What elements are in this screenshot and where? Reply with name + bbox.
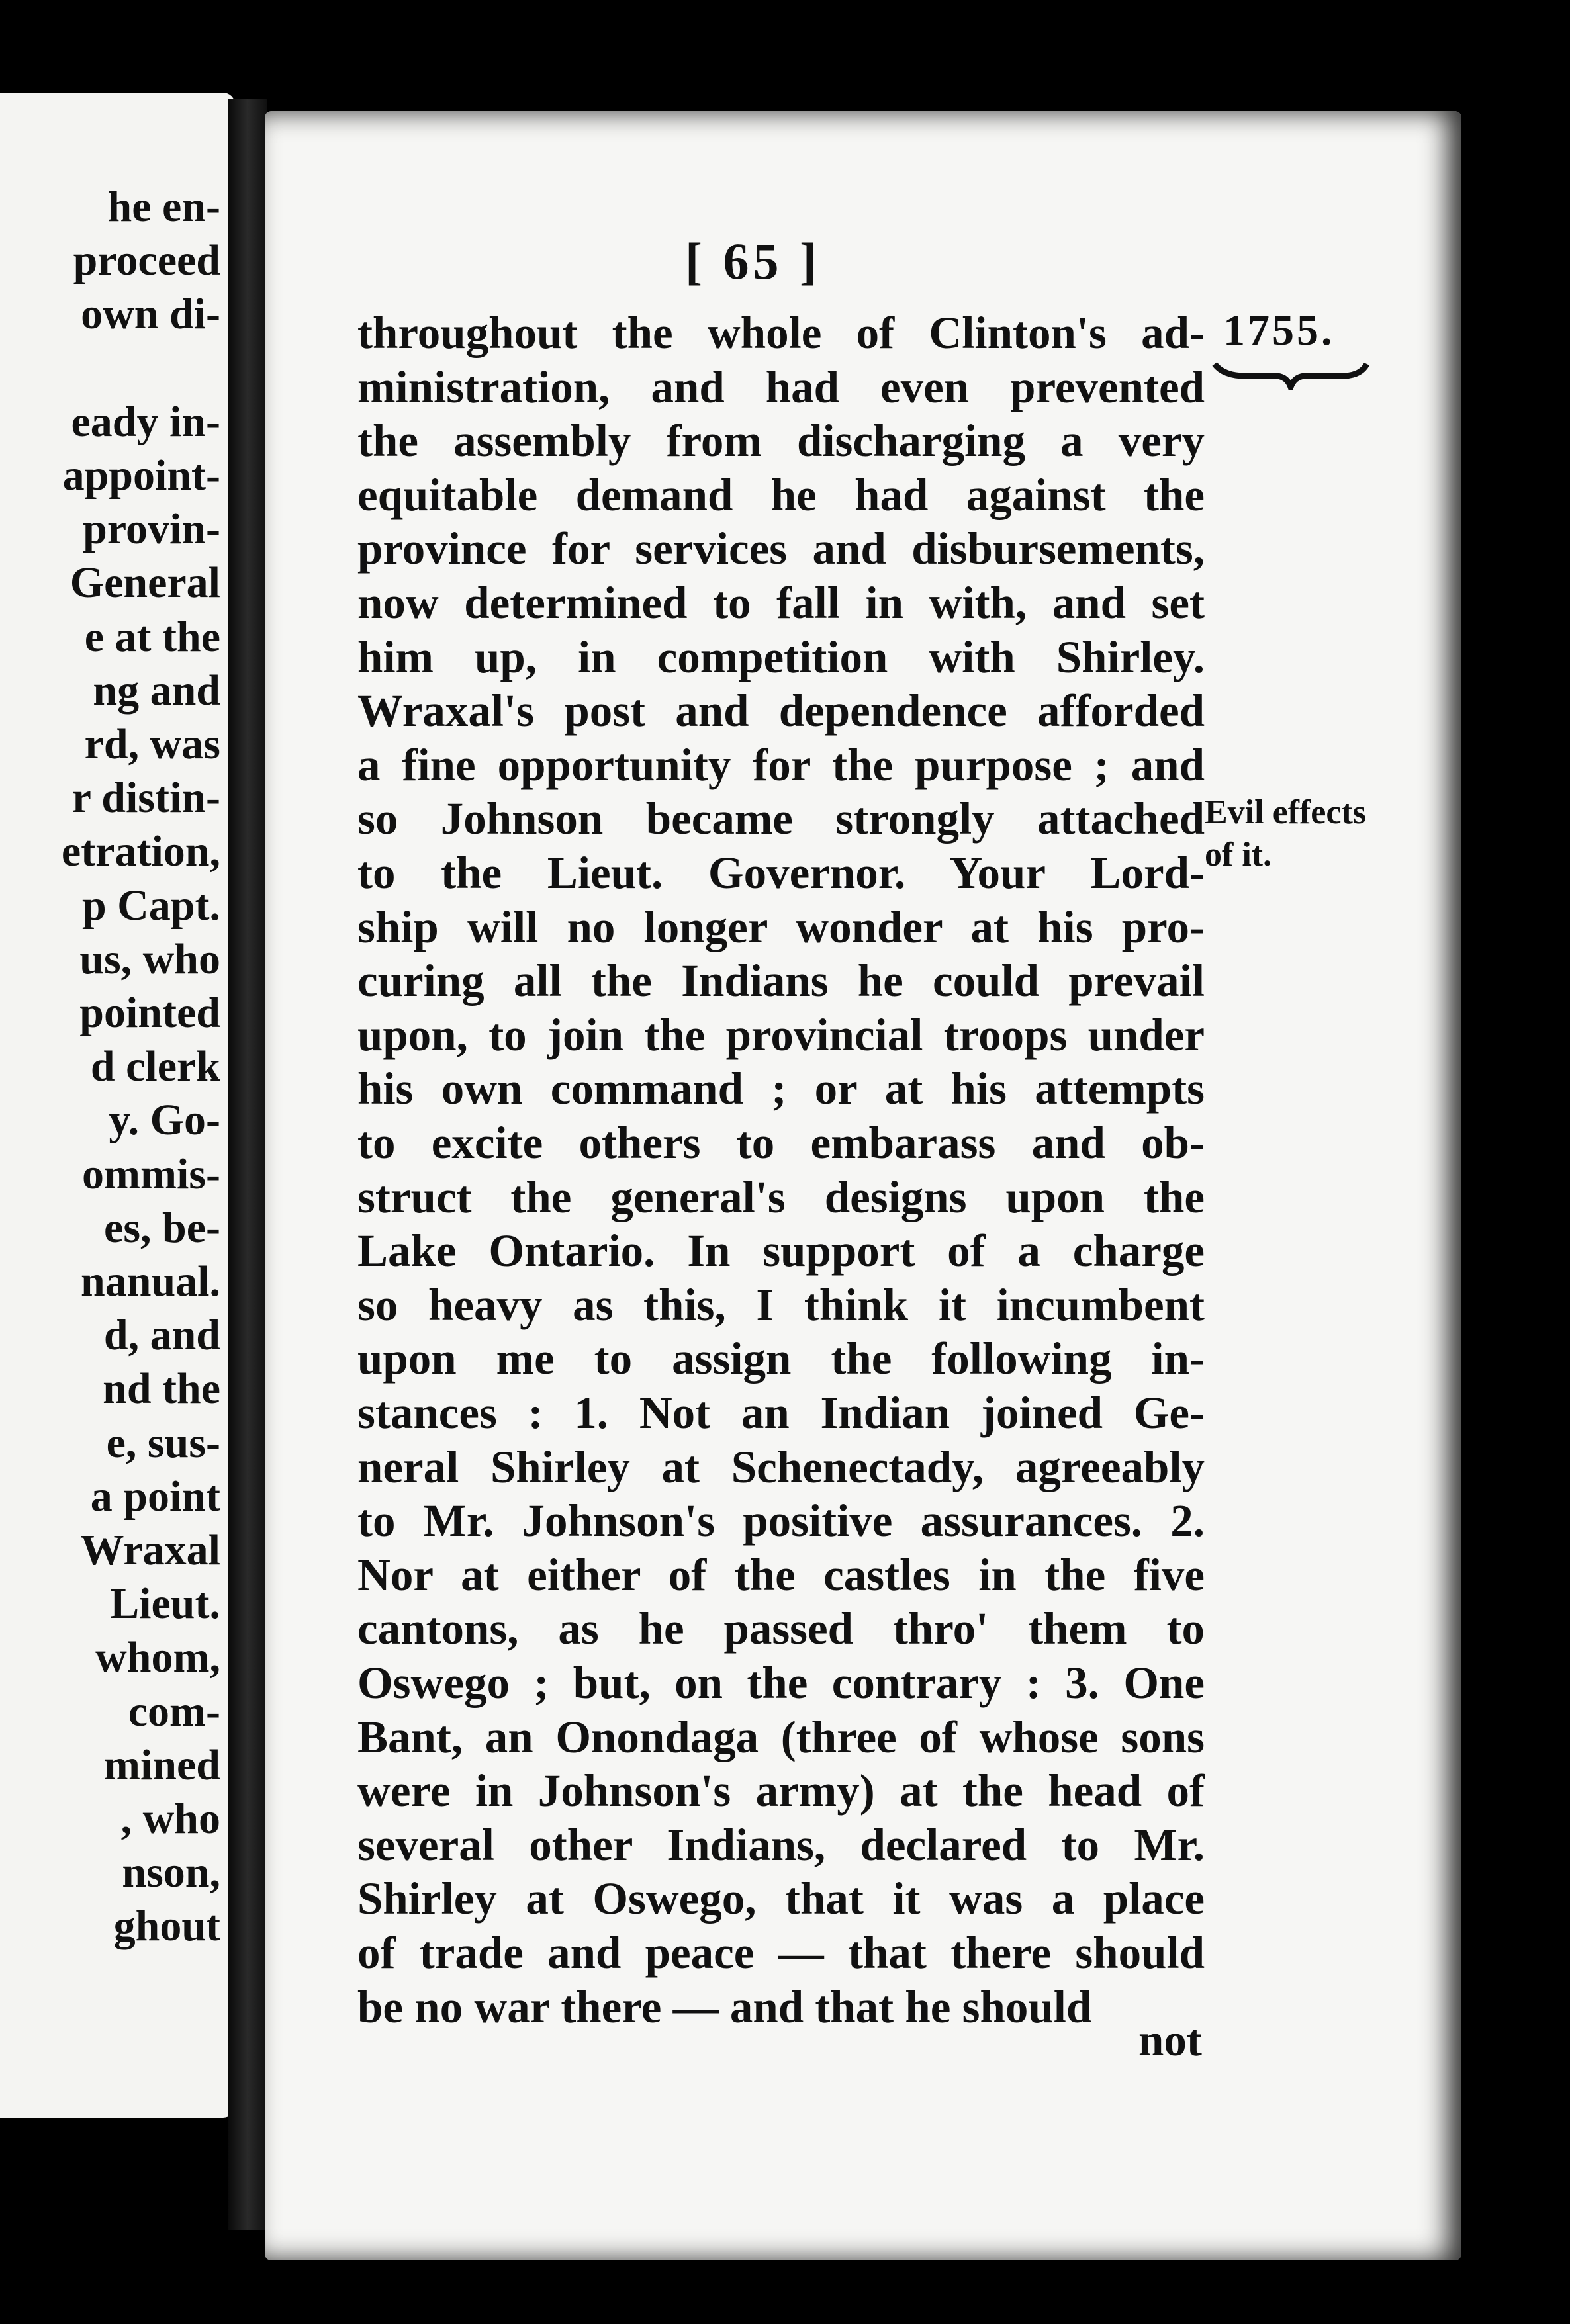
page-number: [ 65 ] [685,232,821,290]
body-text-line: stances : 1. Not an Indian joined Ge- [357,1388,1205,1438]
left-page-line: ommis- [82,1149,220,1198]
left-page-line: y. Go- [109,1096,220,1145]
left-page-line: r distin- [71,774,220,823]
body-text-line: Oswego ; but, on the contrary : 3. One [357,1658,1205,1708]
left-page-line: d, and [103,1311,220,1360]
body-text-line: struct the general's designs upon the [357,1171,1205,1222]
body-text-line: Bant, an Onondaga (three of whose sons [357,1711,1205,1762]
body-text-line: equitable demand he had against the [357,469,1205,520]
left-page-line: nson, [122,1848,220,1897]
left-page-line: Wraxal [80,1526,220,1574]
left-page-line: ng and [93,666,220,715]
left-page-line: e, sus- [106,1418,220,1467]
body-text-line: were in Johnson's army) at the head of [357,1765,1205,1816]
left-page-line: nd the [103,1364,220,1413]
body-text-line: so Johnson became strongly attached [357,793,1205,844]
left-page-line: nanual. [81,1257,220,1306]
left-page-line: mined [103,1740,220,1789]
catchword: not [1138,2015,1202,2065]
body-text-line: to Mr. Johnson's positive assurances. 2. [357,1496,1205,1546]
left-page-line: appoint- [62,451,220,500]
margin-note-line-2: of it. [1205,836,1272,873]
body-text-line: Nor at either of the castles in the five [357,1549,1205,1600]
body-text-line: Shirley at Oswego, that it was a place [357,1873,1205,1924]
left-page-line: General [69,559,220,607]
left-page-line: a point [90,1472,220,1521]
body-text-line: upon me to assign the following in- [357,1333,1205,1384]
body-text-line: Wraxal's post and dependence afforded [357,686,1205,737]
left-page-line: proceed [73,236,220,285]
left-page-line: ghout [113,1902,220,1951]
body-text-line: the assembly from discharging a very [357,416,1205,467]
left-page-line: provin- [83,505,220,554]
left-page-line: pointed [79,989,220,1037]
body-text-line: several other Indians, declared to Mr. [357,1819,1205,1870]
left-page-line: etration, [61,827,220,876]
body-text-line: throughout the whole of Clinton's ad- [357,308,1205,358]
left-page-line: own di- [81,290,220,339]
body-text-line: him up, in competition with Shirley. [357,631,1205,682]
body-text-line: to the Lieut. Governor. Your Lord- [357,848,1205,898]
left-page-line: e at the [84,612,220,661]
left-page-line: , who [120,1795,220,1843]
left-page-line: us, who [79,934,220,983]
left-page-line: d clerk [90,1042,220,1091]
left-page-line: com- [128,1687,220,1736]
body-text-line: upon, to join the provincial troops under [357,1009,1205,1060]
left-page-line: whom, [95,1633,220,1682]
left-page-line: he en- [107,183,220,231]
body-text-line: be no war there — and that he should [357,1981,1092,2032]
body-text-line: ministration, and had even prevented [357,361,1205,412]
left-page-line: rd, was [84,720,220,768]
body-text-line: neral Shirley at Schenectady, agreeably [357,1441,1205,1492]
book-gutter [228,99,267,2230]
body-text-line: Lake Ontario. In support of a charge [357,1226,1205,1276]
margin-brace [1211,357,1370,390]
body-text-line: ship will no longer wonder at his pro- [357,901,1205,952]
body-text-line: a fine opportunity for the purpose ; and [357,739,1205,790]
left-page-line: Lieut. [110,1580,220,1629]
margin-year: 1755. [1223,306,1335,355]
left-page-line: eady in- [71,397,220,446]
body-text-line: now determined to fall in with, and set [357,578,1205,628]
body-text-line: his own command ; or at his attempts [357,1063,1205,1114]
body-text-line: province for services and disbursements, [357,523,1205,574]
left-page-line: es, be- [104,1203,220,1252]
previous-page [0,93,235,2118]
body-text-line: cantons, as he passed thro' them to [357,1603,1205,1654]
body-text-line: curing all the Indians he could prevail [357,956,1205,1006]
left-page-line: p Capt. [81,881,220,930]
body-text-line: to excite others to embarass and ob- [357,1118,1205,1168]
body-text-line: of trade and peace — that there should [357,1928,1205,1978]
body-text-line: so heavy as this, I think it incumbent [357,1279,1205,1330]
margin-note-line-1: Evil effects [1205,793,1367,831]
